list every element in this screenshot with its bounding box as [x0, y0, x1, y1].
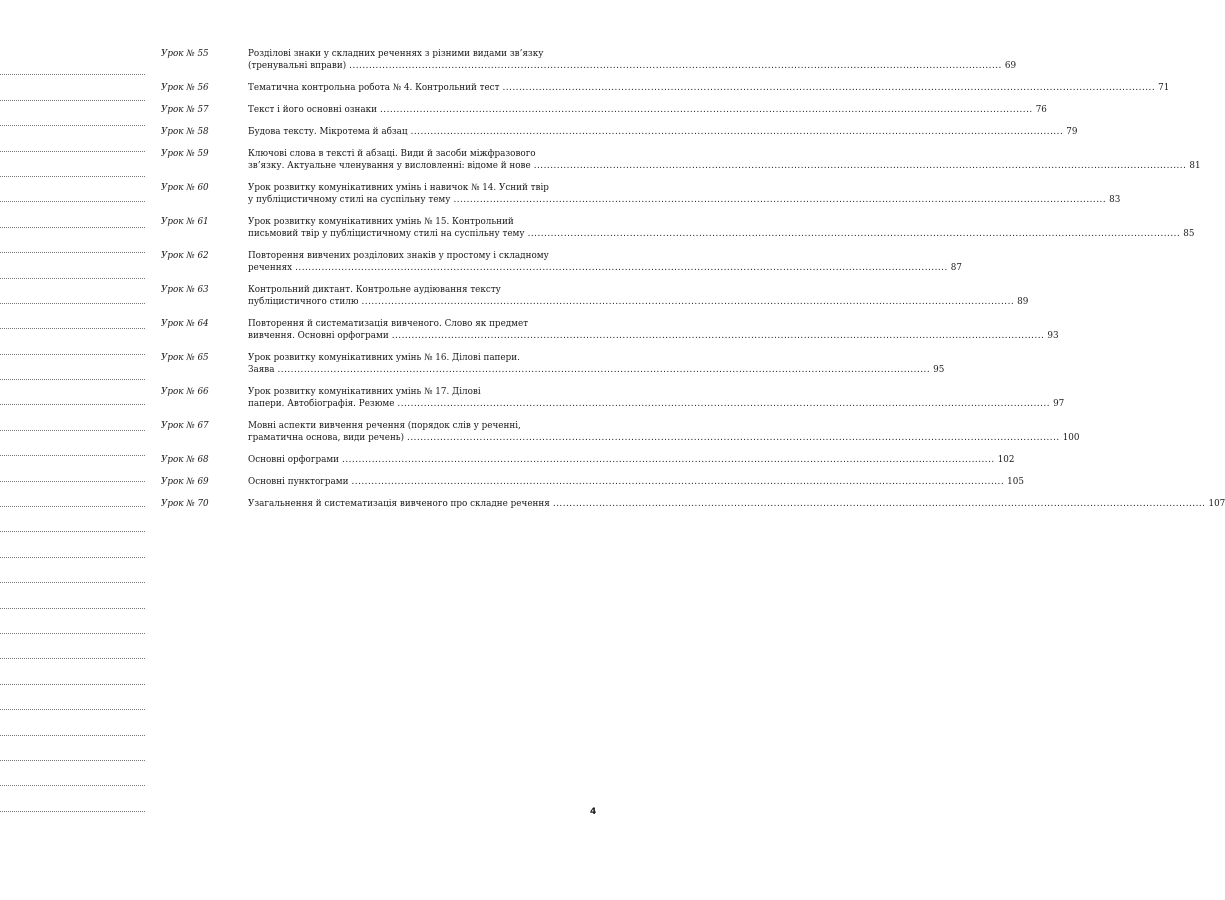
dot-leader: [351, 476, 1004, 488]
note-line: [0, 279, 145, 304]
note-line: [0, 380, 145, 405]
lesson-number: Урок № 69: [161, 477, 209, 487]
page-ref: 83: [1109, 195, 1121, 205]
dot-leader: [411, 126, 1064, 138]
entry-title-line: публіцистичного стилю: [248, 297, 359, 307]
dot-leader: [295, 262, 948, 274]
toc-entry-text: [248, 476, 1024, 488]
entry-title-line: вивчення. Основні орфограми: [248, 331, 389, 341]
toc-entry-text: [248, 48, 1016, 72]
entry-title-line: Текст і його основні ознаки: [248, 105, 378, 115]
note-line: [0, 101, 145, 126]
toc-entry[interactable]: [161, 148, 1201, 172]
dot-leader: [349, 60, 1002, 72]
toc-entry[interactable]: [161, 352, 945, 376]
note-line: [0, 507, 145, 532]
note-line: [0, 583, 145, 608]
dot-leader: [528, 228, 1181, 240]
page-ref: 97: [1053, 399, 1065, 409]
note-line: [0, 710, 145, 735]
note-line: [0, 177, 145, 202]
dot-leader: [534, 160, 1187, 172]
toc-entry-text: [248, 420, 1080, 444]
toc-entry-text: [248, 126, 1077, 138]
page-ref: 107: [1208, 499, 1225, 509]
entry-title-line: Мовні аспекти вивчення речення (порядок слів у реченні,: [248, 421, 521, 431]
toc-entry-text: [248, 498, 1225, 510]
toc-entry[interactable]: [161, 104, 1047, 116]
entry-title-line: Повторення вивчених розділових знаків у простому і складному: [248, 251, 549, 261]
toc-entry[interactable]: [161, 386, 1065, 410]
page-ref: 95: [933, 365, 945, 375]
toc-entry[interactable]: [161, 476, 1024, 488]
note-line: [0, 685, 145, 710]
entry-title-line: граматична основа, види речень): [248, 433, 405, 443]
toc-entry[interactable]: [161, 48, 1017, 72]
page-ref: 93: [1047, 331, 1059, 341]
note-line: [0, 609, 145, 634]
note-line: [0, 736, 145, 761]
note-line: [0, 228, 145, 253]
page-ref: 87: [950, 263, 962, 273]
entry-title-line: Заява: [248, 365, 275, 375]
note-line: [0, 558, 145, 583]
dot-leader: [407, 432, 1060, 444]
lesson-number: Урок № 68: [161, 455, 209, 465]
entry-title-line: зв’язку. Актуальне членування у висловленні: відоме й нове: [248, 161, 531, 171]
note-line: [0, 152, 145, 177]
page-ref: 81: [1189, 161, 1201, 171]
entry-title-line: Контрольний диктант. Контрольне аудіювання тексту: [248, 285, 501, 295]
toc-entry[interactable]: [161, 284, 1029, 308]
lesson-number: Урок № 63: [161, 285, 209, 295]
entry-title-line: реченнях: [248, 263, 293, 273]
lesson-number: Урок № 64: [161, 319, 209, 329]
lesson-number: Урок № 62: [161, 251, 209, 261]
toc-entry-text: [248, 250, 962, 274]
note-line: [0, 126, 145, 151]
entry-title-line: письмовий твір у публіцистичному стилі на суспільну тему: [248, 229, 525, 239]
entry-title-line: Ключові слова в тексті й абзаці. Види й засоби міжфразового: [248, 149, 536, 159]
entry-title-line: Розділові знаки у складних реченнях з різними видами зв’язку: [248, 49, 544, 59]
dot-leader: [553, 498, 1206, 510]
note-line: [0, 329, 145, 354]
entry-title-line: Основні пунктограми: [248, 477, 349, 487]
lesson-number: Урок № 65: [161, 353, 209, 363]
lesson-number: Урок № 60: [161, 183, 209, 193]
entry-title-line: Тематична контрольна робота № 4. Контрольний тест: [248, 83, 500, 93]
entry-title-line: Основні орфограми: [248, 455, 340, 465]
toc-entry-text: [248, 352, 944, 376]
entry-title-line: (тренувальні вправи): [248, 61, 347, 71]
note-line: [0, 532, 145, 557]
toc-entry-text: [248, 284, 1028, 308]
toc-entry[interactable]: [161, 454, 1015, 466]
page-ref: 69: [1004, 61, 1017, 71]
note-line: [0, 355, 145, 380]
toc-entry[interactable]: [161, 250, 962, 274]
entry-title-line: Повторення й систематизація вивченого. Слово як предмет: [248, 319, 529, 329]
lesson-number: Урок № 55: [161, 49, 209, 59]
entry-title-line: Узагальнення й систематизація вивченого про складне речення: [248, 499, 550, 509]
note-line: [0, 304, 145, 329]
lesson-number: Урок № 66: [161, 387, 209, 397]
entry-title-line: папери. Автобіографія. Резюме: [248, 399, 395, 409]
note-line: [0, 431, 145, 456]
note-line: [0, 456, 145, 481]
note-line: [0, 786, 145, 811]
note-line: [0, 50, 145, 75]
page-ref: 102: [997, 455, 1015, 465]
note-line: [0, 659, 145, 684]
entry-title-line: Урок розвитку комунікативних умінь № 16. Ділові папери.: [248, 353, 520, 363]
dot-leader: [453, 194, 1106, 206]
note-line: [0, 253, 145, 278]
note-line: [0, 405, 145, 430]
note-line: [0, 634, 145, 659]
toc-entry[interactable]: [161, 182, 1121, 206]
lesson-number: Урок № 67: [161, 421, 209, 431]
toc-entry-text: [248, 104, 1047, 116]
page-ref: 105: [1007, 477, 1024, 487]
entry-title-line: Урок розвитку комунікативних умінь і навичок № 14. Усний твір: [248, 183, 549, 193]
page-ref: 89: [1017, 297, 1029, 307]
page-ref: 71: [1158, 83, 1170, 93]
toc-entry[interactable]: [161, 216, 1195, 240]
note-line: [0, 482, 145, 507]
dot-leader: [397, 398, 1050, 410]
entry-title-line: Урок розвитку комунікативних умінь № 15. Контрольний: [248, 217, 514, 227]
note-line: [0, 75, 145, 100]
entry-title-line: Будова тексту. Мікротема й абзац: [248, 127, 408, 137]
lesson-number: Урок № 70: [161, 499, 209, 509]
toc-entry[interactable]: [161, 318, 1059, 342]
toc-entry-text: [248, 82, 1169, 94]
toc-entry-text: [248, 386, 1064, 410]
page-ref: 85: [1183, 229, 1195, 239]
toc-entry-text: [248, 216, 1194, 240]
toc-entry[interactable]: [161, 420, 1080, 444]
lesson-number: Урок № 56: [161, 83, 209, 93]
lesson-number: Урок № 59: [161, 149, 209, 159]
page-number: 4: [590, 807, 597, 817]
page-ref: 79: [1066, 127, 1078, 137]
page-ref: 76: [1035, 105, 1047, 115]
dot-leader: [277, 364, 930, 376]
dot-leader: [362, 296, 1015, 308]
entry-title-line: у публіцистичному стилі на суспільну тему: [248, 195, 451, 205]
dot-leader: [392, 330, 1045, 342]
lesson-number: Урок № 57: [161, 105, 209, 115]
toc-entry-text: [248, 454, 1015, 466]
lesson-number: Урок № 58: [161, 127, 209, 137]
toc-entry[interactable]: [161, 126, 1078, 138]
page-ref: 100: [1062, 433, 1080, 443]
table-of-contents: [161, 48, 1225, 520]
note-lines: [0, 50, 145, 812]
toc-entry-text: [248, 318, 1059, 342]
dot-leader: [342, 454, 995, 466]
note-line: [0, 202, 145, 227]
toc-entry-text: [248, 182, 1120, 206]
toc-entry[interactable]: [161, 82, 1170, 94]
entry-title-line: Урок розвитку комунікативних умінь № 17. Ділові: [248, 387, 481, 397]
toc-entry-text: [248, 148, 1201, 172]
note-line: [0, 761, 145, 786]
lesson-number: Урок № 61: [161, 217, 209, 227]
toc-entry[interactable]: [161, 498, 1225, 510]
dot-leader: [380, 104, 1033, 116]
dot-leader: [502, 82, 1155, 94]
